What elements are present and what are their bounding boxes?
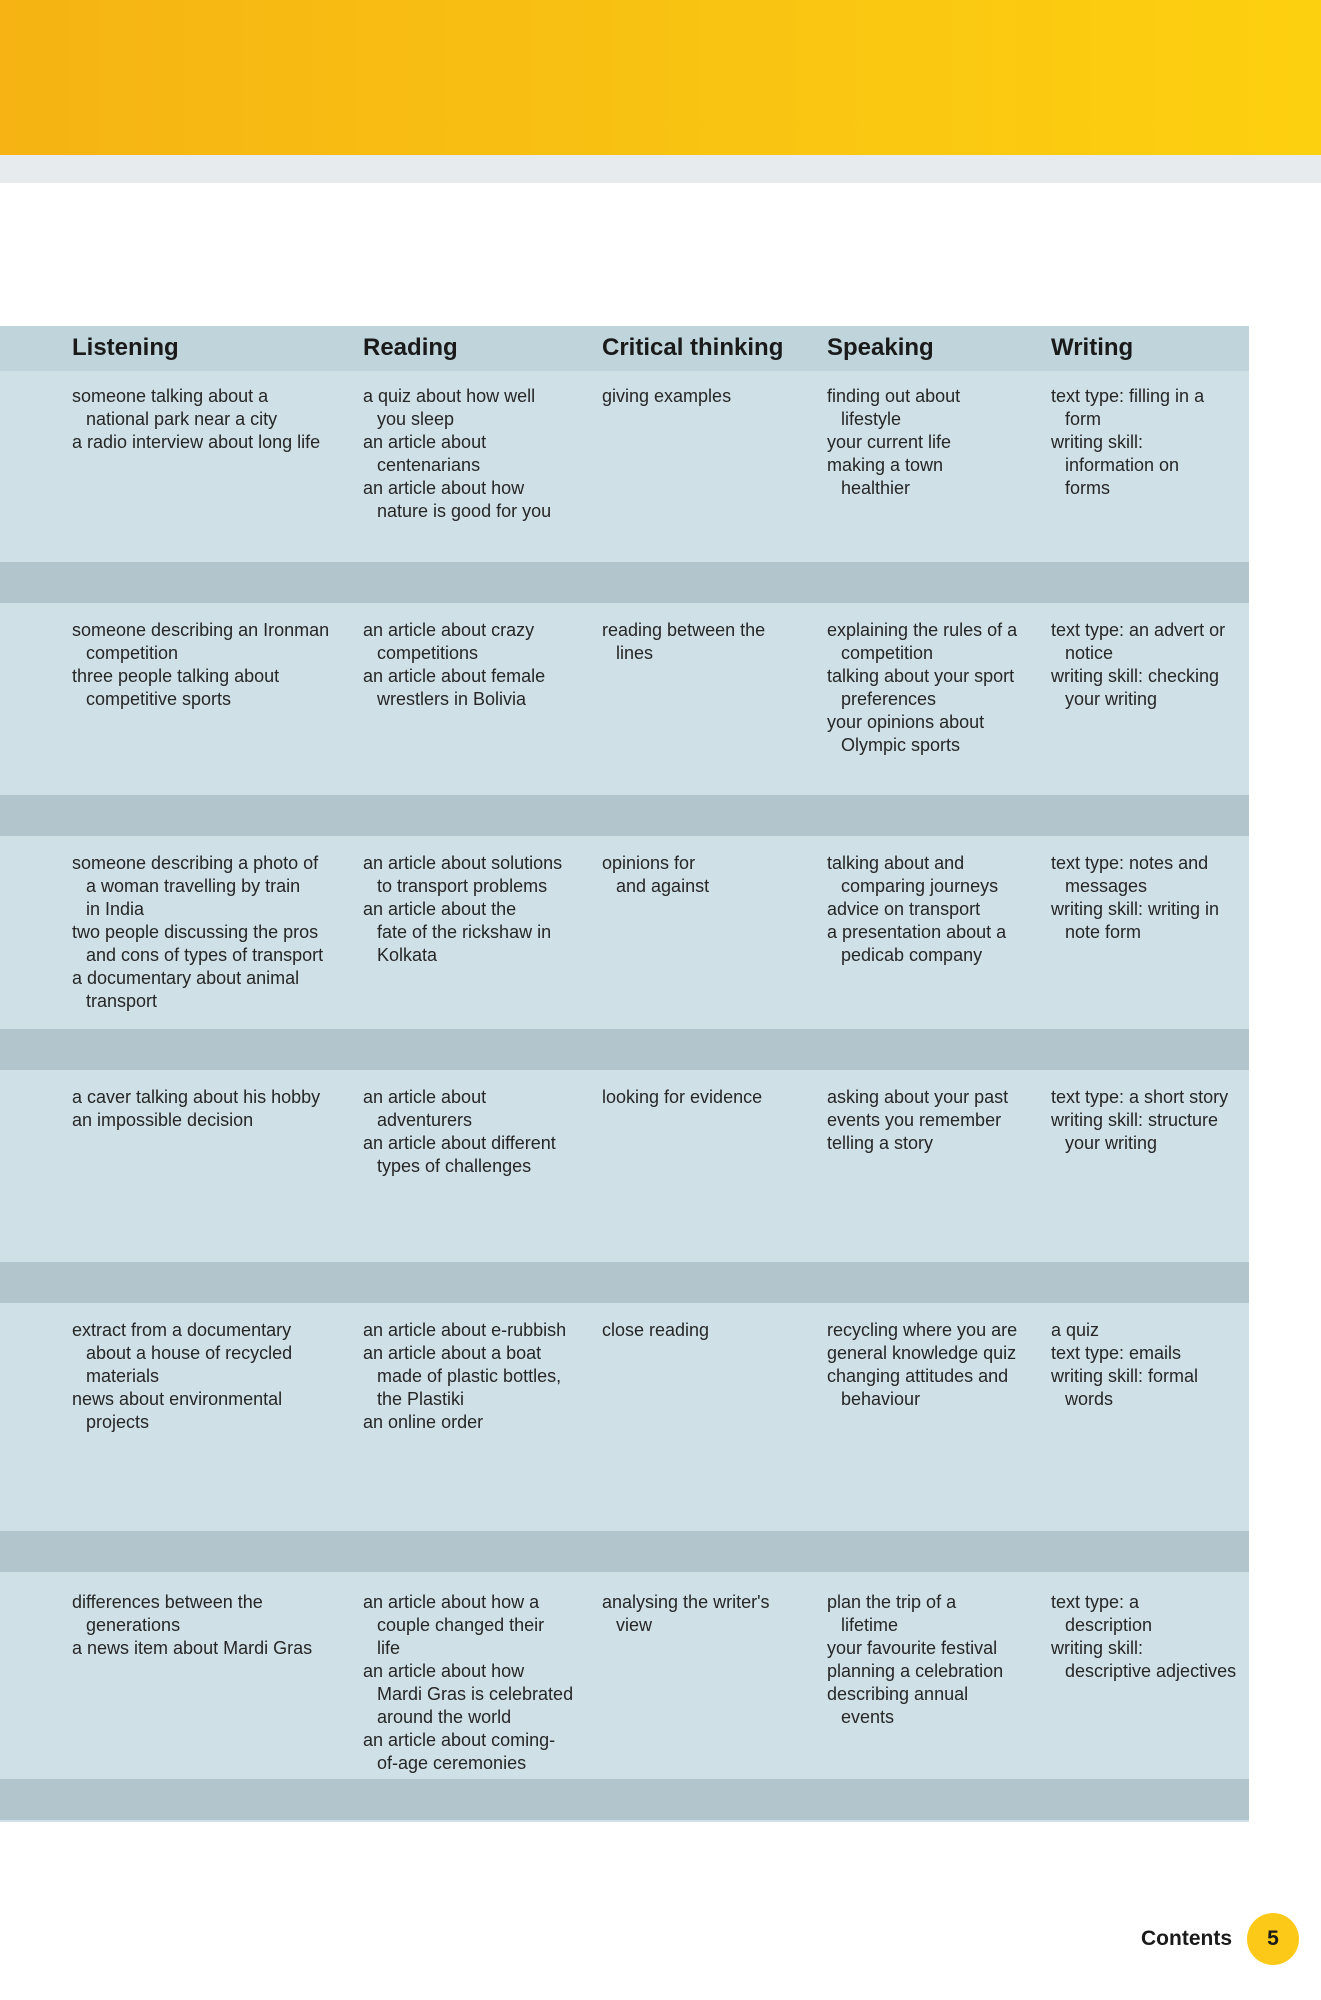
cell-line: telling a story (827, 1133, 934, 1153)
cell-line: someone describing an Ironman (72, 620, 330, 640)
cell-line: text type: an advert or (1051, 620, 1226, 640)
cell-line: messages (1065, 876, 1148, 896)
cell-line: writing skill: formal (1051, 1366, 1199, 1386)
cell-line: an article about how a (363, 1592, 540, 1612)
cell-speaking (827, 385, 960, 500)
cell-reading (363, 1591, 573, 1775)
cell-listening (72, 1591, 312, 1660)
cell-listening (72, 385, 320, 454)
section-divider-band (0, 1779, 1249, 1820)
cell-line: pedicab company (841, 945, 983, 965)
cell-line: an article about solutions (363, 853, 563, 873)
cell-line: the Plastiki (377, 1389, 465, 1409)
cell-critical-thinking (602, 1591, 770, 1637)
cell-line: an article about different (363, 1133, 556, 1153)
cell-line: text type: notes and (1051, 853, 1209, 873)
cell-line: competitions (377, 643, 479, 663)
cell-line: types of challenges (377, 1156, 532, 1176)
cell-line: finding out about (827, 386, 961, 406)
cell-line: an article about a boat (363, 1343, 542, 1363)
cell-line: forms (1065, 478, 1110, 498)
cell-line: national park near a city (86, 409, 278, 429)
cell-line: in India (86, 899, 145, 919)
cell-line: around the world (377, 1707, 512, 1727)
cell-line: planning a celebration (827, 1661, 1004, 1681)
cell-line: an online order (363, 1412, 484, 1432)
cell-line: healthier (841, 478, 911, 498)
cell-line: your favourite festival (827, 1638, 998, 1658)
cell-reading (363, 1086, 556, 1178)
section-divider-band (0, 562, 1249, 603)
header-color-band (0, 0, 1321, 155)
cell-speaking (827, 852, 1006, 967)
contents-table (0, 326, 1249, 1822)
cell-speaking (827, 619, 1017, 757)
cell-line: someone talking about a (72, 386, 269, 406)
cell-line: explaining the rules of a (827, 620, 1018, 640)
cell-speaking (827, 1086, 1008, 1155)
cell-line: lifestyle (841, 409, 902, 429)
cell-line: a documentary about animal (72, 968, 300, 988)
cell-line: transport (86, 991, 158, 1011)
cell-line: advice on transport (827, 899, 981, 919)
cell-line: extract from a documentary (72, 1320, 292, 1340)
cell-line: opinions for (602, 853, 696, 873)
column-header-reading: Reading (363, 334, 458, 361)
cell-line: view (616, 1615, 653, 1635)
cell-listening (72, 1319, 292, 1434)
cell-line: description (1065, 1615, 1153, 1635)
cell-line: an article about the (363, 899, 517, 919)
cell-line: plan the trip of a (827, 1592, 957, 1612)
cell-line: giving examples (602, 386, 732, 406)
cell-line: making a town (827, 455, 944, 475)
cell-writing (1051, 619, 1225, 711)
cell-line: text type: a short story (1051, 1087, 1229, 1107)
cell-line: text type: a (1051, 1592, 1140, 1612)
cell-line: an article about how (363, 1661, 525, 1681)
cell-line: competition (86, 643, 179, 663)
cell-line: competition (841, 643, 934, 663)
cell-line: talking about your sport (827, 666, 1015, 686)
column-header-listening: Listening (72, 334, 179, 361)
cell-line: events (841, 1707, 895, 1727)
cell-line: lines (616, 643, 654, 663)
cell-line: note form (1065, 922, 1142, 942)
section-divider-band (0, 1262, 1249, 1303)
cell-line: looking for evidence (602, 1087, 763, 1107)
cell-line: differences between the (72, 1592, 263, 1612)
cell-line: Kolkata (377, 945, 438, 965)
cell-line: comparing journeys (841, 876, 999, 896)
cell-line: to transport problems (377, 876, 548, 896)
cell-line: writing skill: (1051, 432, 1144, 452)
cell-writing (1051, 1086, 1228, 1155)
column-header-speaking: Speaking (827, 334, 934, 361)
cell-writing (1051, 1591, 1236, 1683)
cell-line: a presentation about a (827, 922, 1007, 942)
cell-line: writing skill: checking (1051, 666, 1220, 686)
table-header-row (0, 326, 1249, 371)
cell-line: general knowledge quiz (827, 1343, 1017, 1363)
cell-critical-thinking (602, 619, 765, 665)
cell-line: nature is good for you (377, 501, 552, 521)
cell-line: a quiz (1051, 1320, 1100, 1340)
cell-line: materials (86, 1366, 160, 1386)
cell-line: a news item about Mardi Gras (72, 1638, 313, 1658)
cell-line: centenarians (377, 455, 481, 475)
cell-line: form (1065, 409, 1101, 429)
section-divider-band (0, 1029, 1249, 1070)
cell-line: adventurers (377, 1110, 473, 1130)
cell-line: Mardi Gras is celebrated (377, 1684, 574, 1704)
cell-line: an article about female (363, 666, 546, 686)
cell-line: descriptive adjectives (1065, 1661, 1237, 1681)
cell-line: an article about (363, 432, 487, 452)
cell-line: a radio interview about long life (72, 432, 321, 452)
cell-line: close reading (602, 1320, 710, 1340)
cell-line: wrestlers in Bolivia (377, 689, 527, 709)
cell-line: your opinions about (827, 712, 985, 732)
section-divider-band (0, 795, 1249, 836)
cell-line: writing skill: writing in (1051, 899, 1220, 919)
cell-reading (363, 619, 545, 711)
cell-line: Olympic sports (841, 735, 961, 755)
cell-critical-thinking (602, 385, 731, 408)
cell-reading (363, 852, 562, 967)
cell-line: reading between the (602, 620, 766, 640)
cell-listening (72, 1086, 320, 1132)
cell-line: text type: filling in a (1051, 386, 1205, 406)
cell-speaking (827, 1319, 1017, 1411)
cell-line: preferences (841, 689, 937, 709)
cell-critical-thinking (602, 1319, 709, 1342)
cell-line: analysing the writer's (602, 1592, 770, 1612)
cell-line: your current life (827, 432, 952, 452)
column-header-writing: Writing (1051, 334, 1134, 361)
cell-line: of-age ceremonies (377, 1753, 527, 1773)
cell-line: your writing (1065, 689, 1158, 709)
cell-line: about a house of recycled (86, 1343, 293, 1363)
cell-writing (1051, 852, 1219, 944)
cell-line: a woman travelling by train (86, 876, 301, 896)
cell-line: life (377, 1638, 401, 1658)
cell-speaking (827, 1591, 1003, 1729)
cell-line: couple changed their (377, 1615, 545, 1635)
cell-line: recycling where you are (827, 1320, 1018, 1340)
cell-line: fate of the rickshaw in (377, 922, 552, 942)
cell-line: made of plastic bottles, (377, 1366, 562, 1386)
column-header-critical-thinking: Critical thinking (602, 334, 784, 361)
cell-line: words (1065, 1389, 1114, 1409)
cell-line: news about environmental (72, 1389, 283, 1409)
cell-line: a caver talking about his hobby (72, 1087, 321, 1107)
cell-line: writing skill: structure (1051, 1110, 1219, 1130)
cell-critical-thinking (602, 852, 709, 898)
cell-line: describing annual (827, 1684, 969, 1704)
cell-listening (72, 619, 329, 711)
cell-line: events you remember (827, 1110, 1002, 1130)
cell-reading (363, 1319, 566, 1434)
cell-line: text type: emails (1051, 1343, 1182, 1363)
cell-line: notice (1065, 643, 1114, 663)
cell-line: an impossible decision (72, 1110, 254, 1130)
page-number-badge: 5 (1247, 1913, 1299, 1965)
cell-line: asking about your past (827, 1087, 1009, 1107)
cell-line: an article about crazy (363, 620, 535, 640)
cell-critical-thinking (602, 1086, 762, 1109)
cell-line: projects (86, 1412, 150, 1432)
footer-contents-label: Contents (1141, 1927, 1232, 1950)
cell-line: lifetime (841, 1615, 899, 1635)
cell-line: changing attitudes and (827, 1366, 1009, 1386)
cell-line: an article about (363, 1087, 487, 1107)
cell-line: someone describing a photo of (72, 853, 319, 873)
cell-line: competitive sports (86, 689, 232, 709)
cell-line: two people discussing the pros (72, 922, 319, 942)
cell-line: you sleep (377, 409, 455, 429)
cell-line: your writing (1065, 1133, 1158, 1153)
cell-line: information on (1065, 455, 1180, 475)
cell-line: and against (616, 876, 710, 896)
cell-line: a quiz about how well (363, 386, 536, 406)
cell-line: generations (86, 1615, 181, 1635)
cell-line: an article about e-rubbish (363, 1320, 567, 1340)
cell-listening (72, 852, 323, 1013)
header-divider-strip (0, 155, 1321, 183)
cell-line: three people talking about (72, 666, 280, 686)
cell-reading (363, 385, 551, 523)
cell-line: behaviour (841, 1389, 921, 1409)
cell-line: an article about coming- (363, 1730, 556, 1750)
cell-line: talking about and (827, 853, 965, 873)
cell-writing (1051, 1319, 1198, 1411)
cell-writing (1051, 385, 1204, 500)
cell-line: and cons of types of transport (86, 945, 324, 965)
cell-line: an article about how (363, 478, 525, 498)
section-divider-band (0, 1531, 1249, 1572)
cell-line: writing skill: (1051, 1638, 1144, 1658)
